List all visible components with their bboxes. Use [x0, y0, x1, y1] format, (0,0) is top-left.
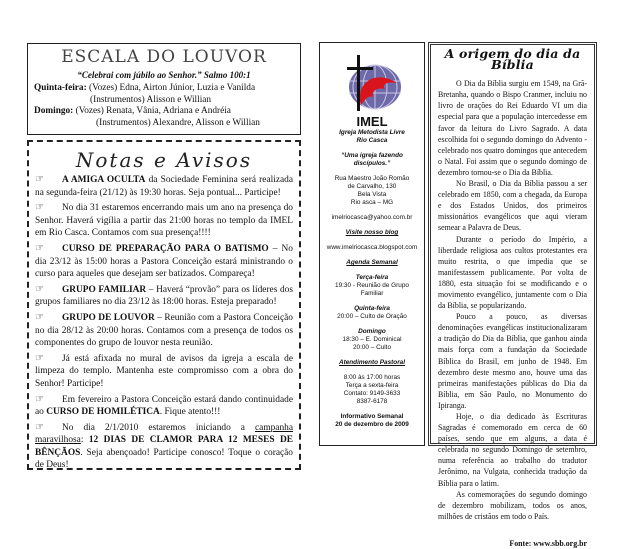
- instrumentos: (Instrumentos) Alexandre, Alisson e Willian: [96, 117, 260, 128]
- informativo-date: 20 de dezembro de 2009: [335, 421, 409, 428]
- agenda-item: [323, 328, 421, 352]
- atendimento-line: 8387-6178: [356, 398, 388, 405]
- aviso-text: No dia 2/1/2010 estaremos iniciando a: [61, 422, 255, 433]
- vozes: (Vozes) Renata, Vânia, Adriana e Andréia: [75, 106, 231, 116]
- vozes: (Vozes) Edna, Airton Júnior, Luzia e Vanilda: [89, 83, 256, 93]
- agenda-item: [323, 274, 421, 298]
- escala-louvor-box: [27, 43, 301, 135]
- atendimento-title: Atendimento Pastoral: [338, 359, 406, 366]
- church-email[interactable]: imelriocasca@yahoo.com.br: [331, 214, 413, 221]
- agenda-day: Terça-feira: [355, 274, 389, 281]
- church-full-name: Igreja Metodista Livre: [339, 129, 405, 136]
- agenda-title: Agenda Semanal: [346, 259, 398, 266]
- aviso-bold: 12 DIAS DE CLAMOR PARA 12 MESES DE BÊNÇÃOS: [35, 435, 294, 458]
- pointing-hand-icon: ☞: [35, 242, 44, 254]
- aviso-text: :: [80, 435, 89, 446]
- agenda-day: Quinta-feira: [354, 305, 390, 312]
- aviso-bold: A AMIGA OCULTA: [61, 175, 146, 185]
- escala-row-domingo: [34, 106, 294, 118]
- aviso-item: [35, 284, 293, 309]
- address-line: Rua Maestro João Romão: [334, 175, 410, 182]
- aviso-item: [35, 174, 293, 199]
- aviso-homiletica: [35, 394, 293, 419]
- biblia-paragraph: Pouco a pouco, as diversas denominações evangélicas institucionalizaram a tradição do Dia da Bíblia, que ganhou ainda mais força com a fundação da Sociedade Bíblica do Brasil, em junho de 1948. Em dezembro deste mesmo ano, houve uma das primeiras manifestações públicas do Dia da Bíblia, em São Paulo, no Monumento do Ipiranga.: [438, 312, 587, 410]
- biblia-paragraph: As comemorações do segundo domingo de dezembro mobilizam, todos os anos, milhões de cristãos em todo o País.: [438, 489, 587, 521]
- pointing-hand-icon: ☞: [35, 352, 44, 364]
- church-city: Rio Casca: [356, 137, 388, 144]
- pointing-hand-icon: ☞: [35, 311, 44, 323]
- aviso-item: [35, 202, 293, 240]
- aviso-item: [35, 312, 293, 350]
- aviso-text: – Reunião com a Pastora Conceição no dia 28/12 às 20:00 horas. Contamos com a presença de todos os componentes do grupo de louvor nesta reunião.: [35, 312, 293, 349]
- aviso-bold: GRUPO FAMILIAR: [61, 284, 147, 295]
- escala-verse: “Celebrai com júbilo ao Senhor.” Salmo 100:1: [77, 70, 251, 80]
- informativo-label: Informativo Semanal: [340, 413, 404, 420]
- avisos-title: Notas e Avisos: [75, 148, 253, 172]
- biblia-paragraph: Hoje, o dia dedicado às Escrituras Sagradas é comemorado em cerca de 60 países, sendo que em alguns, a data é celebrada no segundo Domingo de setembro, numa referência ao trabalho do tradutor Jerônimo, na Vulgata, conhecida tradução da Bíblia para o latim.: [438, 412, 587, 488]
- escala-title: ESCALA DO LOUVOR: [61, 47, 267, 67]
- aviso-text: – No dia 23/12 às 15:00 horas a Pastora Conceição estará ministrando o curso para aqueles que desejam ser batizados. Compareça!: [35, 243, 293, 280]
- pointing-hand-icon: ☞: [35, 421, 44, 433]
- biblia-paragraph: O Dia da Bíblia surgiu em 1549, na Grã-Bretanha, quando o Bispo Cranmer, incluiu no livro de orações do Rei Eduardo VI um dia especial para que a população intercedesse em favor da leitura do Livro Sagrado. A data escolhida foi o segundo domingo do Advento - celebrado nos quatro domingos que antecedem o Natal. Foi assim que o segundo domingo de dezembro tornou-se o Dia da Bíblia.: [438, 79, 587, 177]
- address-line: de Carvalho, 130: [347, 183, 397, 190]
- pointing-hand-icon: ☞: [35, 174, 44, 185]
- aviso-bold: CURSO DE PREPARAÇÃO PARA O BATISMO: [61, 243, 269, 254]
- pointing-hand-icon: ☞: [35, 202, 44, 214]
- address-line: Bela Vista: [357, 191, 387, 198]
- aviso-item: [35, 353, 293, 391]
- agenda-line: 18:30 – E. Dominical: [342, 336, 402, 343]
- atendimento-line: 8:00 às 17:00 horas: [343, 374, 401, 381]
- atendimento-info: [323, 374, 421, 406]
- aviso-text: Em fevereiro a Pastora Conceição estará dando continuidade ao: [35, 394, 293, 418]
- biblia-paragraph: Durante o período do Império, a liberdade religiosa aos cultos protestantes era muito restrita, o que impedia que se manifestassem publicamente. Por volta de 1880, esta situação foi se modificando e o movimento evangélico, juntamente com o Dia da Bíblia, se popularizando.: [438, 234, 587, 311]
- biblia-title: A origem do dia da Bíblia: [444, 46, 581, 73]
- campanha-link[interactable]: campanha maravilhosa: [35, 422, 293, 446]
- day-label: Quinta-feira:: [34, 83, 87, 93]
- aviso-bold: GRUPO DE LOUVOR: [61, 312, 155, 323]
- origem-dia-biblia-box: [428, 42, 597, 548]
- biblia-paragraph: No Brasil, o Dia da Bíblia passou a ser celebrado em 1850, com a chegada, da Europa e dos Estados Unidos, dos primeiros missionários evangélicos que aqui vieram semear a Palavra de Deus.: [438, 179, 587, 233]
- aviso-text: da Sociedade Feminina será realizada na segunda-feira (21/12) às 19:30 horas. Seja pontual... Participe!: [35, 175, 293, 198]
- aviso-bold: CURSO DE HOMILÉTICA: [46, 407, 160, 418]
- aviso-text: Já está afixada no mural de avisos da igreja a escala de limpeza do templo. Mantenha este compromisso com a obra do Senhor! Participe!: [35, 353, 293, 389]
- source-label: Fonte: www.sbb.org.br: [509, 538, 587, 548]
- globe-cross-flame-icon: [341, 53, 403, 113]
- imel-logo: [341, 53, 403, 113]
- instrumentos: (Instrumentos) Alisson e Willian: [90, 94, 212, 105]
- address-line: Rio asca – MG: [350, 199, 394, 206]
- church-address: [323, 175, 421, 207]
- agenda-line: 19:30 - Reunião de Grupo: [335, 282, 409, 289]
- aviso-campanha: [35, 422, 293, 472]
- escala-row-quinta: [34, 83, 294, 95]
- aviso-item: [35, 243, 293, 281]
- imel-info-box: [319, 42, 425, 446]
- agenda-line: 20:00 – Culto: [352, 344, 392, 351]
- pointing-hand-icon: ☞: [35, 393, 44, 405]
- agenda-line: Familiar: [360, 290, 384, 297]
- church-name: IMEL: [356, 114, 388, 129]
- agenda-item: [323, 305, 421, 321]
- atendimento-line: Terça a sexta-feira: [345, 382, 399, 389]
- aviso-text: . Fique atento!!!: [159, 407, 221, 418]
- blog-url[interactable]: www.imelriocasca.blogspot.com: [326, 244, 418, 251]
- blog-label: Visite nosso blog: [345, 229, 399, 236]
- agenda-day: Domingo: [358, 328, 386, 335]
- agenda-line: 20:00 – Culto de Oração: [337, 313, 407, 320]
- church-motto: “Uma igreja fazendo discípulos.”: [341, 152, 403, 167]
- atendimento-line: Contato: 9149-3633: [343, 390, 401, 397]
- notas-avisos-box: [27, 140, 301, 470]
- day-label: Domingo:: [34, 106, 74, 116]
- aviso-text: No dia 31 estaremos encerrando mais um ano na presença do Senhor. Haverá vigília a partir das 21:00 horas no templo da IMEL em Rio Casca. Contamos com sua presença!!!!: [35, 203, 293, 239]
- pointing-hand-icon: ☞: [35, 283, 44, 295]
- aviso-text: . Seja abençoado! Participe conosco! Toque o coração de Deus!: [35, 447, 293, 471]
- aviso-text: – Haverá “provão” para os líderes dos grupos familiares no dia 23/12 às 18:00 horas. Esteja preparado!: [35, 284, 293, 308]
